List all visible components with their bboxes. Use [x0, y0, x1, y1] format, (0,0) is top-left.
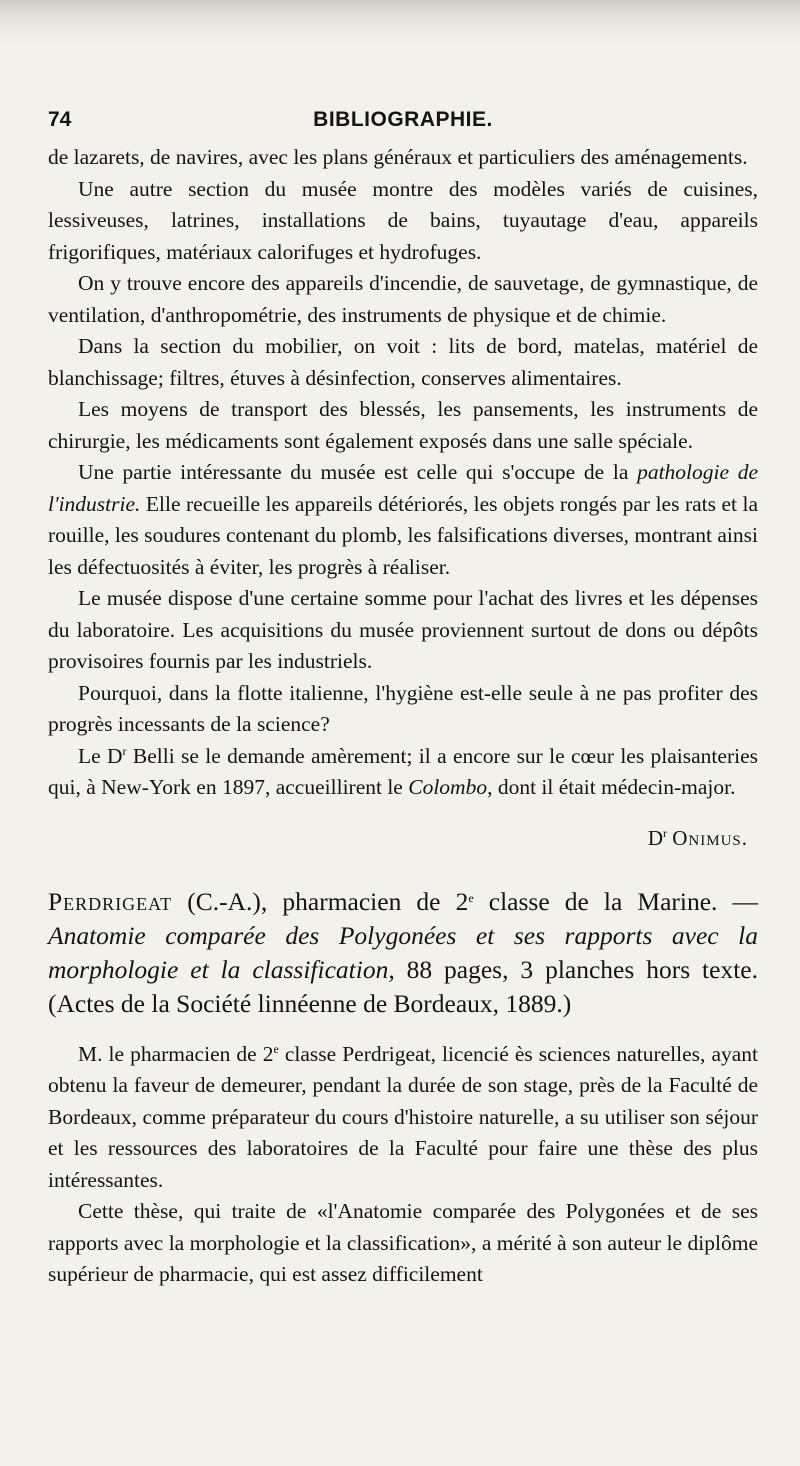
text-run: classe de la Marine. — [473, 886, 759, 916]
page-header [48, 108, 758, 142]
paragraph: Une autre section du musée montre des modèles variés de cuisines, lessiveuses, latrines, installations de bains, tuyautage d'eau, appareils frigorifiques, matériaux calorifuges et hydrofuges. [48, 176, 758, 264]
paragraph: de lazarets, de navires, avec les plans généraux et particuliers des aménagements. [48, 145, 748, 169]
review-heading [48, 885, 758, 1021]
paragraph [48, 457, 758, 583]
paragraph [48, 1039, 758, 1197]
paragraph: Dans la section du mobilier, on voit : lits de bord, matelas, matériel de blanchissage; filtres, étuves à désinfection, conserves alimentaires. [48, 334, 758, 390]
signature-prefix: D [647, 825, 663, 850]
superscript: e [273, 1041, 279, 1056]
review-body [48, 1039, 758, 1291]
text-run: Elle recueille les appareils détériorés, les objets rongés par les rats et la rouille, les soudures contenant du plomb, les falsifications diverses, montrant ainsi les défectuosités à éviter, les progrès à réaliser. [48, 491, 758, 579]
text-run: classe Perdrigeat, licencié ès sciences naturelles, ayant obtenu la faveur de demeurer, pendant la durée de son stage, près de la Faculté de Bordeaux, comme préparateur du cours d'histoire naturelle, a su utiliser son séjour et les ressources des laboratoires de la Faculté pour faire une thèse des plus intéressantes. [48, 1041, 759, 1192]
superscript: r [122, 743, 127, 758]
paragraph: On y trouve encore des appareils d'incendie, de sauvetage, de gymnastique, de ventilation, d'anthropométrie, des instruments de physique et de chimie. [48, 271, 758, 327]
review-title: Anatomie comparée des Polygonées et ses rapports avec la morphologie et la classification, [48, 920, 758, 984]
paragraph: Les moyens de transport des blessés, les pansements, les instruments de chirurgie, les médicaments sont également exposés dans une salle spéciale. [48, 397, 758, 453]
superscript: r [662, 825, 667, 840]
text-run: (C.-A.), pharmacien de 2 [172, 886, 469, 916]
signature [48, 826, 748, 851]
paragraph: Pourquoi, dans la flotte italienne, l'hygiène est-elle seule à ne pas profiter des progrès incessants de la science? [48, 680, 758, 736]
text-run: 88 pages, 3 planches hors texte. (Actes de la Société linnéenne de Bordeaux, 1889.) [48, 954, 758, 1018]
superscript: e [468, 890, 474, 905]
page [48, 108, 758, 1291]
signature-name: Onimus. [672, 825, 748, 850]
text-run: Une partie intéressante du musée est celle qui s'occupe de la [78, 460, 638, 484]
text-run: Le D [78, 743, 123, 768]
running-title: BIBLIOGRAPHIE. [313, 108, 493, 131]
text-run: , dont il était médecin-major. [487, 775, 736, 799]
page-number: 74 [48, 108, 72, 131]
scan-shadow [0, 0, 800, 46]
text-run: Belli se le demande amèrement; il a encore sur le cœur les plaisanteries qui, à New-York en 1897, accueillirent le [48, 743, 758, 799]
italic-term: pathologie de l'industrie. [48, 460, 759, 516]
paragraph: Le musée dispose d'une certaine somme pour l'achat des livres et les dépenses du laboratoire. Les acquisitions du musée proviennent surtout de dons ou dépôts provisoires fournis par les industriels. [48, 586, 758, 673]
paragraph [48, 741, 758, 804]
text-run: M. le pharmacien de 2 [78, 1041, 274, 1066]
review-author: Perdrigeat [48, 886, 173, 916]
italic-term: Colombo [408, 775, 488, 799]
paragraph: Cette thèse, qui traite de «l'Anatomie comparée des Polygonées et de ses rapports avec la morphologie et la classification», a mérité à son auteur le diplôme supérieur de pharmacie, qui est assez difficilement [48, 1199, 758, 1286]
